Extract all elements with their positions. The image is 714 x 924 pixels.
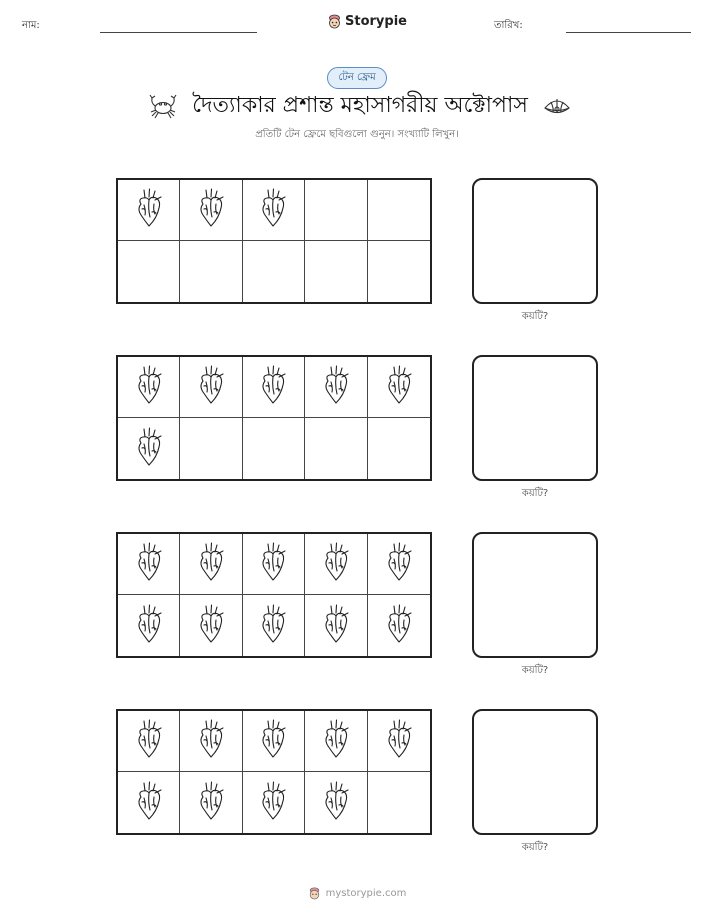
ten-frame-cell: [118, 595, 180, 656]
anatomical-heart-icon: [383, 364, 415, 410]
anatomical-heart-icon: [320, 364, 352, 410]
brand-logo: [327, 13, 407, 29]
anatomical-heart-icon: [133, 426, 165, 472]
ten-frame-cell: [368, 595, 430, 656]
ten-frame-cell: [305, 418, 367, 479]
anatomical-heart-icon: [257, 541, 289, 587]
date-label: তারিখ:: [494, 20, 523, 31]
anatomical-heart-icon: [257, 364, 289, 410]
ten-frame-cell: [243, 711, 305, 772]
ten-frame: [116, 709, 432, 835]
storypie-mascot-icon: [327, 13, 342, 29]
anatomical-heart-icon: [195, 718, 227, 764]
anatomical-heart-icon: [320, 603, 352, 649]
answer-box[interactable]: [472, 532, 598, 658]
answer-box[interactable]: [472, 355, 598, 481]
ten-frame-cell: [118, 711, 180, 772]
ten-frame-cell: [368, 534, 430, 595]
footer-url[interactable]: mystorypie.com: [325, 887, 407, 899]
anatomical-heart-icon: [320, 718, 352, 764]
ten-frame-cell: [305, 241, 367, 302]
ten-frame-cell: [243, 534, 305, 595]
anatomical-heart-icon: [133, 603, 165, 649]
ten-frame-cell: [180, 595, 242, 656]
ten-frame-cell: [180, 418, 242, 479]
anatomical-heart-icon: [195, 187, 227, 233]
ten-frame-cell: [305, 534, 367, 595]
clam-shell-icon: [542, 91, 572, 121]
ten-frame-cell: [118, 241, 180, 302]
anatomical-heart-icon: [133, 780, 165, 826]
anatomical-heart-icon: [195, 541, 227, 587]
ten-frame: [116, 532, 432, 658]
name-field-line[interactable]: [100, 32, 257, 33]
ten-frame-cell: [118, 418, 180, 479]
ten-frame-cell: [180, 772, 242, 833]
ten-frame-cell: [368, 418, 430, 479]
how-many-label: কয়টি?: [521, 842, 549, 853]
ten-frame-cell: [368, 772, 430, 833]
ten-frame-cell: [118, 180, 180, 241]
ten-frame-cell: [243, 180, 305, 241]
anatomical-heart-icon: [195, 364, 227, 410]
anatomical-heart-icon: [257, 780, 289, 826]
title-text: দৈত্যাকার প্রশান্ত মহাসাগরীয় অক্টোপাস: [192, 92, 528, 118]
ten-frame-cell: [180, 534, 242, 595]
ten-frame-cell: [368, 241, 430, 302]
anatomical-heart-icon: [133, 364, 165, 410]
ten-frame-cell: [180, 180, 242, 241]
ten-frame-cell: [305, 180, 367, 241]
ten-frame: [116, 355, 432, 481]
ten-frame-cell: [243, 357, 305, 418]
page-title: [130, 88, 590, 124]
anatomical-heart-icon: [133, 187, 165, 233]
ten-frame-cell: [243, 418, 305, 479]
ten-frame-cell: [305, 772, 367, 833]
footer: [0, 886, 714, 900]
ten-frame-cell: [305, 357, 367, 418]
anatomical-heart-icon: [257, 603, 289, 649]
ten-frame-cell: [180, 357, 242, 418]
ten-frame-cell: [118, 357, 180, 418]
anatomical-heart-icon: [133, 718, 165, 764]
anatomical-heart-icon: [383, 718, 415, 764]
ten-frame-cell: [180, 711, 242, 772]
storypie-mascot-icon: [308, 886, 321, 900]
anatomical-heart-icon: [383, 603, 415, 649]
date-field-line[interactable]: [566, 32, 691, 33]
ten-frame-cell: [243, 241, 305, 302]
ten-frame-cell: [118, 534, 180, 595]
how-many-label: কয়টি?: [521, 311, 549, 322]
ten-frame-cell: [118, 772, 180, 833]
how-many-label: কয়টি?: [521, 665, 549, 676]
anatomical-heart-icon: [320, 541, 352, 587]
how-many-label: কয়টি?: [521, 488, 549, 499]
anatomical-heart-icon: [195, 780, 227, 826]
brand-name: Storypie: [345, 13, 407, 29]
answer-box[interactable]: [472, 709, 598, 835]
ten-frame-cell: [368, 180, 430, 241]
ten-frame-cell: [368, 711, 430, 772]
anatomical-heart-icon: [195, 603, 227, 649]
answer-box[interactable]: [472, 178, 598, 304]
anatomical-heart-icon: [257, 187, 289, 233]
ten-frame-cell: [368, 357, 430, 418]
ten-frame-cell: [305, 711, 367, 772]
ten-frame-cell: [305, 595, 367, 656]
instruction-text: প্রতিটি টেন ফ্রেমে ছবিগুলো গুনুন। সংখ্যাটি লিখুন।: [255, 129, 459, 140]
ten-frame-cell: [180, 241, 242, 302]
worksheet-type-badge: টেন ফ্রেম: [327, 67, 387, 89]
anatomical-heart-icon: [133, 541, 165, 587]
ten-frame-cell: [243, 772, 305, 833]
ten-frame: [116, 178, 432, 304]
anatomical-heart-icon: [383, 541, 415, 587]
anatomical-heart-icon: [320, 780, 352, 826]
name-label: নাম:: [22, 20, 40, 31]
crab-icon: [148, 91, 178, 121]
ten-frame-cell: [243, 595, 305, 656]
anatomical-heart-icon: [257, 718, 289, 764]
